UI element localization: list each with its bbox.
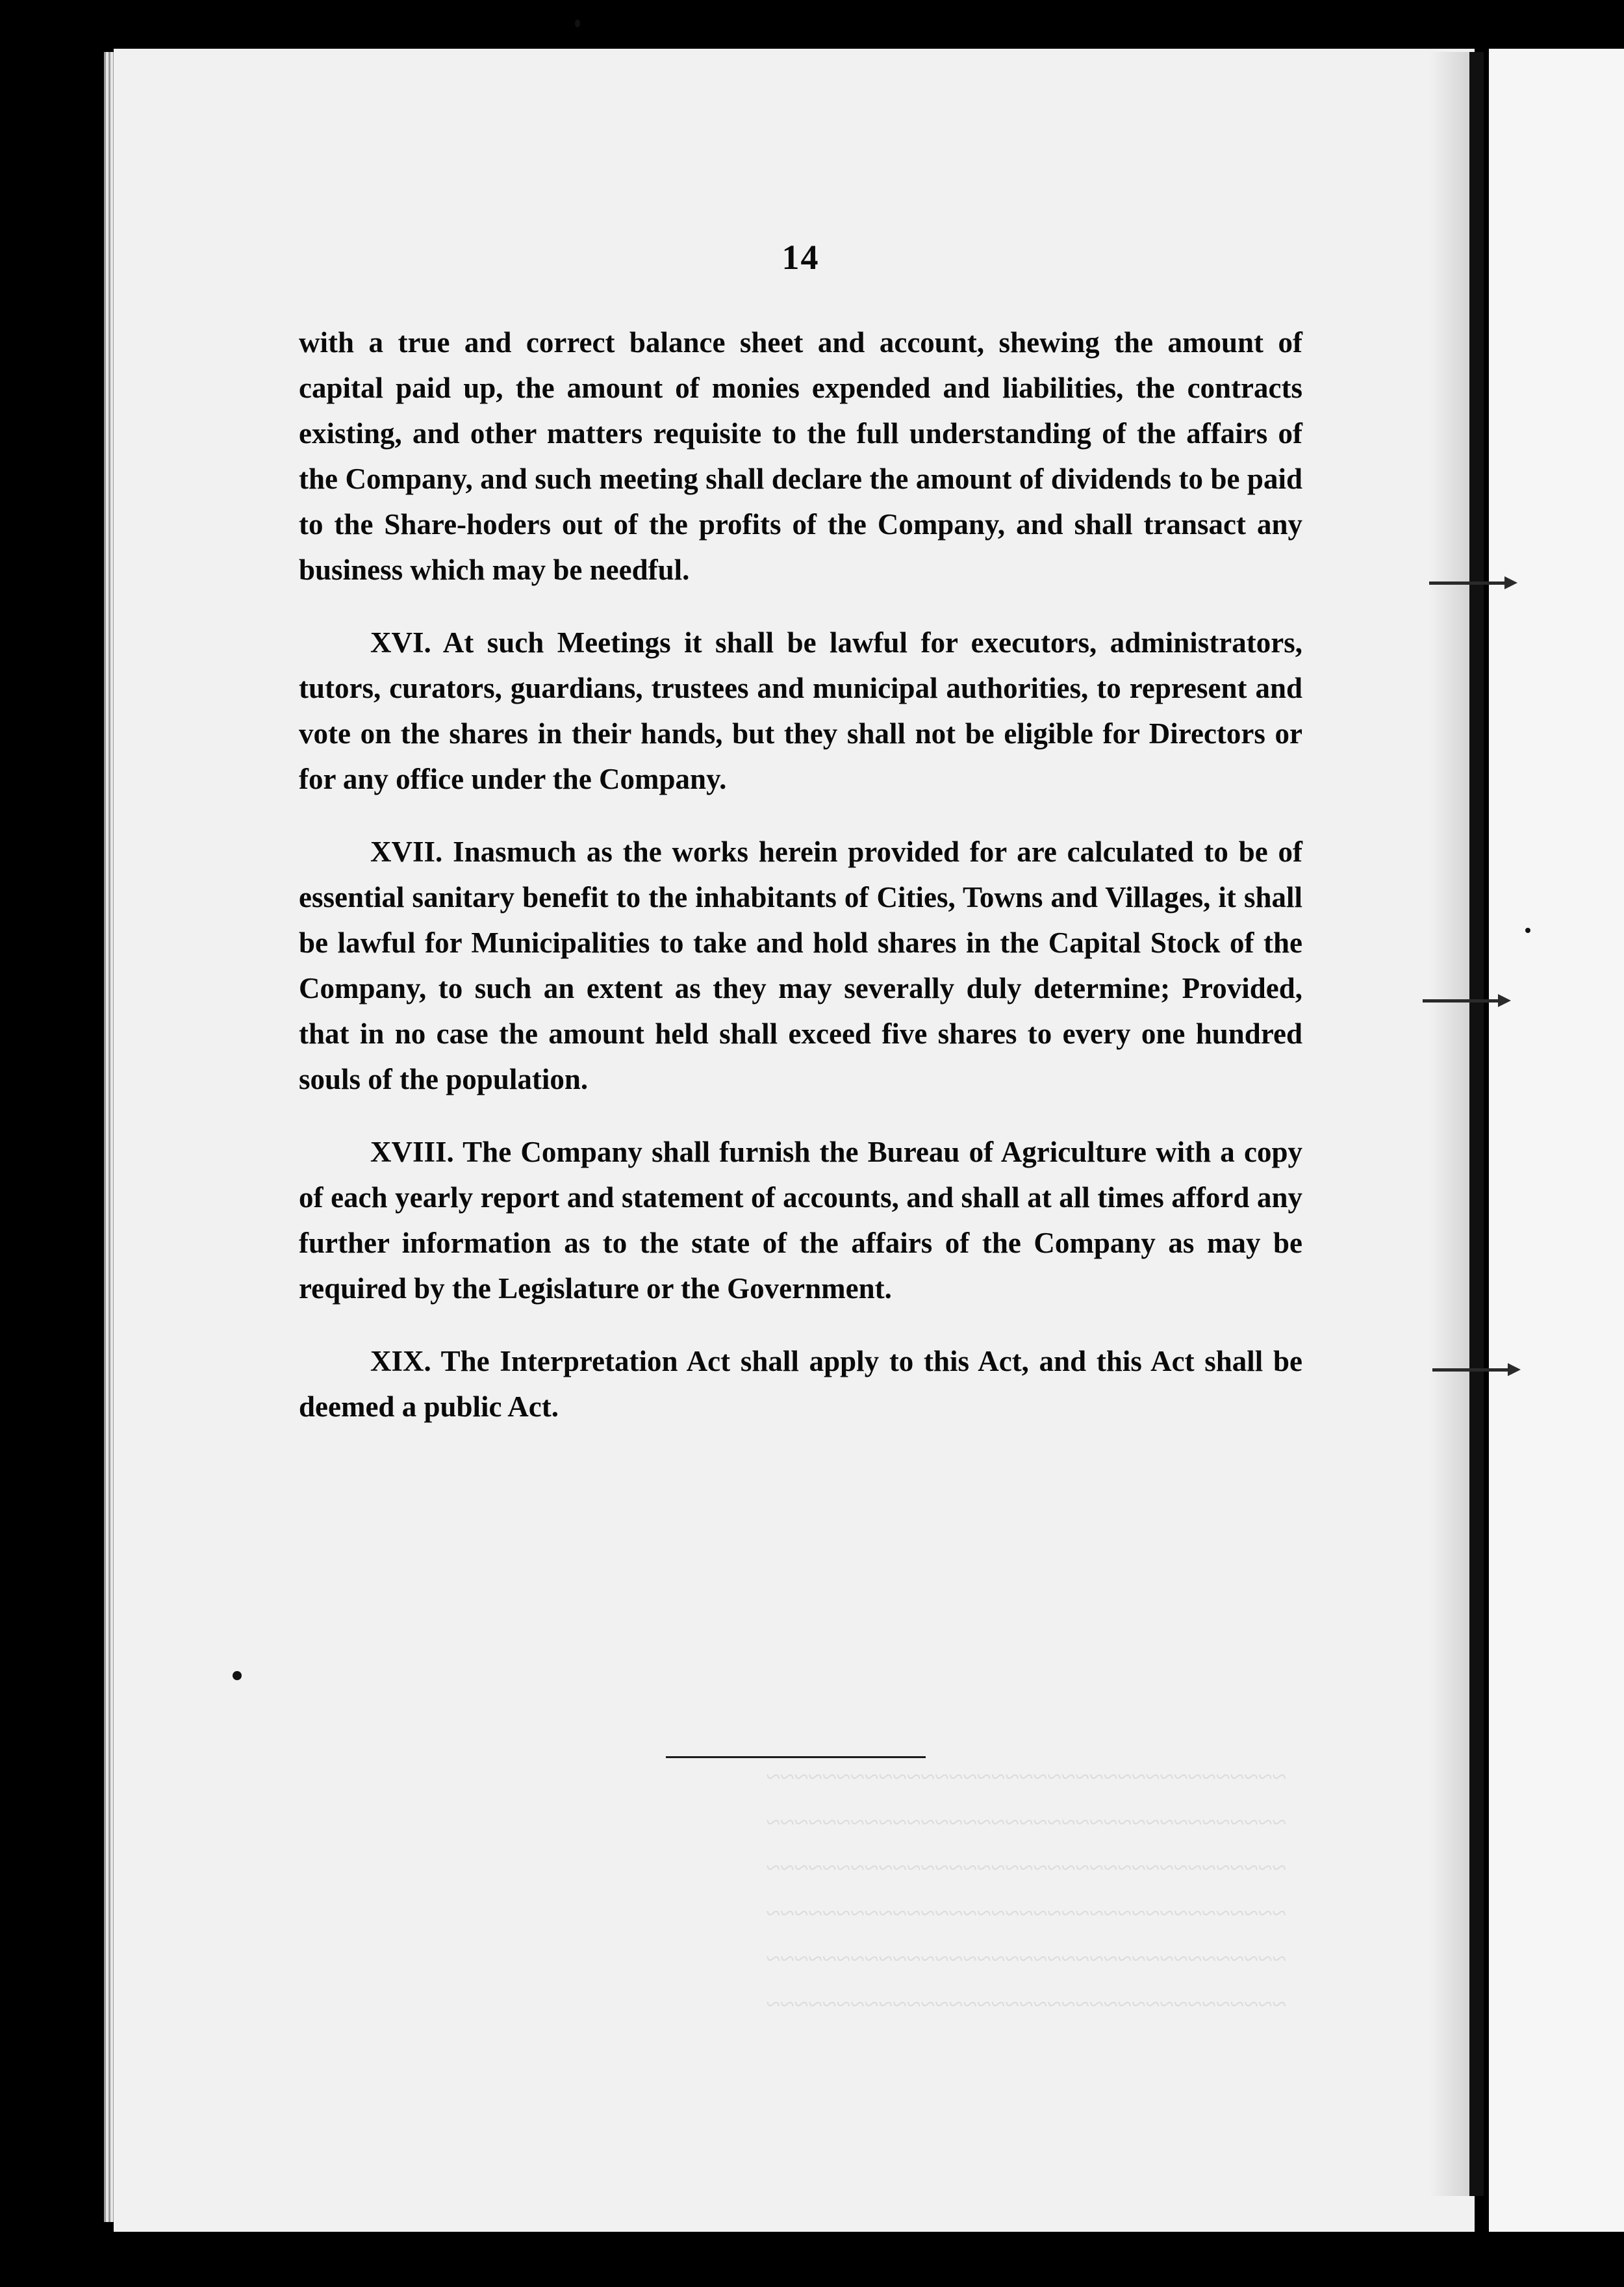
section-xvii: XVII. Inasmuch as the works herein provided for are calculated to be of essential sanitary benefit to the inhabitants of Cities, Towns and Villages, it shall be lawful for Municipalities to take and hold shares in the Capital Stock of the Company, to such an extent as they may severally duly determine; Provided, that in no case the amount held shall exceed five shares to every one hundred souls of the population. <box>299 836 1302 1095</box>
paper-clip-mark <box>1429 581 1507 585</box>
facing-page-strip <box>1489 49 1624 2232</box>
paragraph-continuation: with a true and correct balance sheet and account, shewing the amount of capital paid up, the amount of monies expended and liabilities, the contracts existing, and other matters requisite to the full understanding of the affairs of the Company, and such meeting shall declare the amount of dividends to be paid to the Share-hoders out of the profits of the Company, and shall transact any business which may be needful. <box>299 326 1302 586</box>
section-xix: XIX. The Interpretation Act shall apply to this Act, and this Act shall be deemed a public Act. <box>299 1345 1302 1423</box>
ink-speck <box>575 19 580 27</box>
binding-line <box>1469 52 1484 2196</box>
ink-speck <box>1525 928 1530 933</box>
bleed-through-text: ~~~~~~~~~~~~~~~~~~~~~~~~~~~~~~~~~~~~~ ~~~~~~~~~~~~~~~~~~~~~~~~~~~~~~~~~~~~~ ~~~~~~~~~~~~~~~~~~~~~~~~~~~~~~~~~~~~~ ~~~~~~~~~~~~~~~~~~~~~~~~~~~~~~~~~~~~~ ~~~~~~~~~~~~~~~~~~~~~~~~~~~~~~~~~~~~~ ~~~~~~~~~~~~~~~~~~~~~~~~~~~~~~~~~~~~~ <box>766 1762 1286 2019</box>
gutter-shadow <box>1429 52 1469 2196</box>
document-body <box>299 237 1302 1457</box>
paper-clip-mark <box>1423 999 1501 1003</box>
page-number: 14 <box>781 238 820 277</box>
ink-speck <box>233 1671 242 1680</box>
section-xvi: XVI. At such Meetings it shall be lawful for executors, administrators, tutors, curators, guardians, trustees and municipal authorities, to represent and vote on the shares in their hands, but they shall not be eligible for Directors or for any office under the Company. <box>299 626 1302 795</box>
paper-clip-mark <box>1432 1368 1510 1372</box>
closing-rule <box>666 1756 926 1758</box>
section-xviii: XVIII. The Company shall furnish the Bureau of Agriculture with a copy of each yearly report and statement of accounts, and shall at all times afford any further information as to the state of the affairs of the Company as may be required by the Legislature or the Government. <box>299 1136 1302 1305</box>
